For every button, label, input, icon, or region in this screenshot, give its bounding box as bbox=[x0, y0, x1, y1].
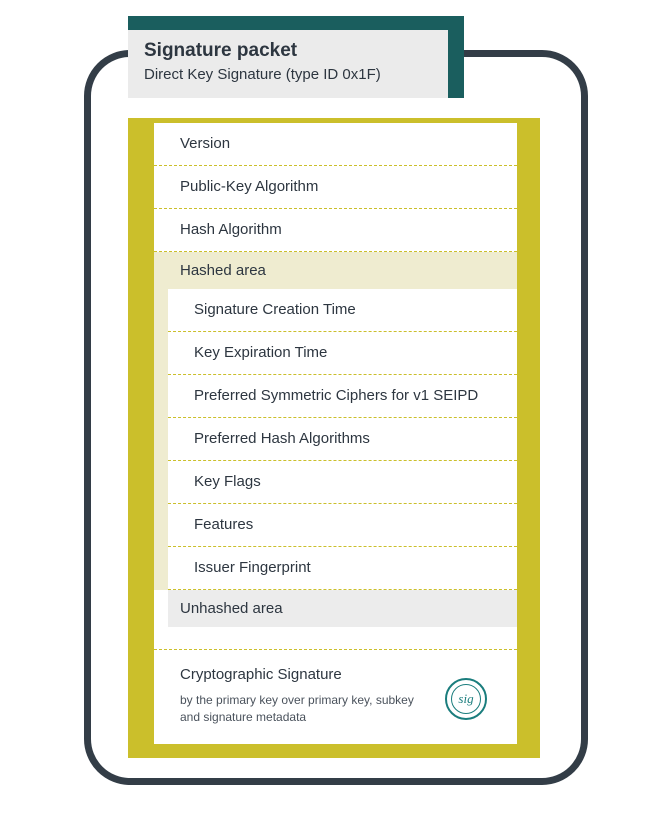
field-public-key-algorithm bbox=[154, 166, 517, 209]
field-label: Public-Key Algorithm bbox=[180, 178, 319, 195]
unhashed-area-empty bbox=[154, 627, 517, 650]
field-issuer-fingerprint bbox=[168, 547, 517, 589]
header-accent-bar bbox=[128, 16, 464, 30]
page-title: Signature packet bbox=[144, 40, 298, 61]
field-label: Hash Algorithm bbox=[180, 221, 282, 238]
field-label: Version bbox=[180, 135, 231, 152]
field-preferred-hash-algorithms bbox=[168, 418, 517, 461]
unhashed-area bbox=[154, 590, 517, 650]
field-version bbox=[154, 123, 517, 166]
field-label: Key Flags bbox=[194, 473, 261, 490]
field-key-flags bbox=[168, 461, 517, 504]
field-hash-algorithm bbox=[154, 209, 517, 252]
field-signature-creation-time bbox=[168, 289, 517, 332]
page-subtitle: Direct Key Signature (type ID 0x1F) bbox=[144, 66, 381, 83]
header-text-block bbox=[128, 30, 448, 98]
packet-header-banner bbox=[128, 16, 464, 98]
packet-fields bbox=[154, 123, 517, 744]
hashed-area bbox=[154, 252, 517, 590]
signature-description: by the primary key over primary key, subkey and signature metadata bbox=[180, 693, 414, 724]
field-preferred-symmetric-ciphers bbox=[168, 375, 517, 418]
field-label: Features bbox=[194, 516, 254, 533]
field-label: Preferred Symmetric Ciphers for v1 SEIPD bbox=[194, 387, 479, 404]
field-label: Preferred Hash Algorithms bbox=[194, 430, 370, 447]
field-features bbox=[168, 504, 517, 547]
hashed-area-items bbox=[168, 289, 517, 590]
seal-label: sig bbox=[458, 691, 474, 706]
cryptographic-signature-row bbox=[154, 650, 517, 744]
field-key-expiration-time bbox=[168, 332, 517, 375]
signature-seal-icon bbox=[445, 678, 487, 720]
field-label: Signature Creation Time bbox=[194, 301, 356, 318]
signature-title: Cryptographic Signature bbox=[180, 666, 342, 683]
hashed-area-label: Hashed area bbox=[168, 252, 517, 289]
signature-packet-body bbox=[128, 118, 540, 758]
field-label: Issuer Fingerprint bbox=[194, 559, 311, 576]
field-label: Key Expiration Time bbox=[194, 344, 328, 361]
unhashed-area-label: Unhashed area bbox=[168, 590, 517, 627]
